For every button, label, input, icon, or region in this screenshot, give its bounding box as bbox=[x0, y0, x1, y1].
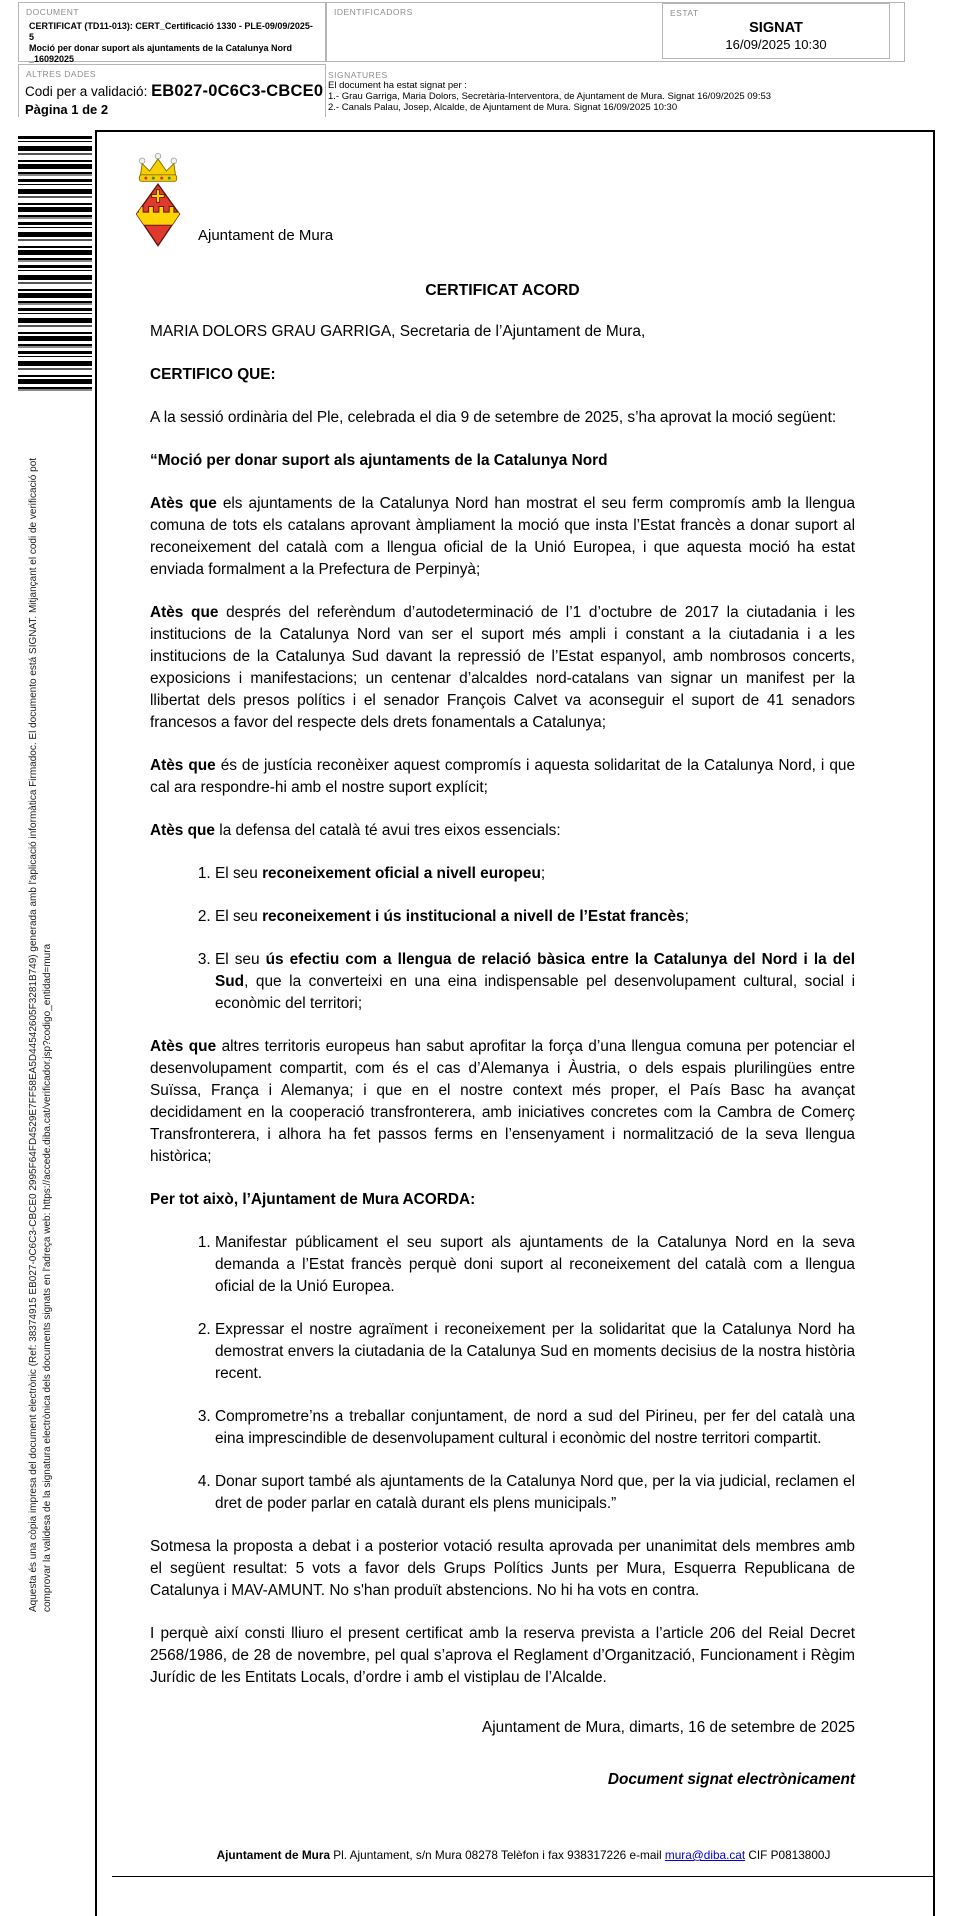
altres-dades-box bbox=[18, 64, 326, 117]
validation-code: EB027-0C6C3-CBCE0 bbox=[151, 82, 324, 100]
certificate-title: CERTIFICAT ACORD bbox=[425, 282, 580, 299]
footer-cif: CIF P0813800J bbox=[745, 1848, 831, 1862]
closing-paragraph: I perquè així consti lliuro el present certificat amb la reserva prevista a l’article 206 del Reial Decret 2568/1986, de 28 de novembre, pel qual s’aprova el Reglament d’Organització, Funcionament i Règim Jurídic de les Entitats Locals, d’ordre i amb el vistiplau de l’Alcalde. bbox=[150, 1625, 855, 1686]
signatures-box-label: SIGNATURES bbox=[328, 70, 388, 80]
list-item: 3. Comprometre’ns a treballar conjuntament, de nord a sud del Pirineu, per fer del català una eina imprescindible de desenvolupament cultural i econòmic del nostre territori compartit. bbox=[215, 1406, 855, 1450]
list-item: 4. Donar suport també als ajuntaments de la Catalunya Nord que, per la via judicial, reclamen el dret de poder parlar en català durant els plens municipals.” bbox=[215, 1471, 855, 1515]
estat-box bbox=[662, 3, 890, 59]
certificate-body bbox=[150, 282, 855, 1789]
identificadors-box-label: IDENTIFICADORS bbox=[334, 7, 413, 17]
ates-paragraph: Atès que els ajuntaments de la Catalunya Nord han mostrat el seu ferm compromís amb la llengua comuna de tots els catalans aprovant àmpliament la moció que insta l’Estat francès a donar suport al reconeixement del català com a llengua oficial de la Unió Europea, i que aquesta moció ha estat enviada formalment a la Prefectura de Perpinyà; bbox=[150, 495, 856, 578]
logo-row bbox=[130, 148, 855, 252]
essential-axes-list bbox=[150, 863, 855, 1015]
footer-address: Pl. Ajuntament, s/n Mura 08278 Telèfon i fax 938317226 e-mail bbox=[330, 1848, 665, 1862]
document-box-label: DOCUMENT bbox=[26, 7, 80, 17]
estat-box-label: ESTAT bbox=[670, 8, 699, 18]
document-line-3: _16092025 bbox=[29, 54, 75, 64]
footer-org-name: Ajuntament de Mura bbox=[216, 1848, 331, 1862]
signer-line: 1.- Grau Garriga, Maria Dolors, Secretària-Interventora, de Ajuntament de Mura. Signat 16/09/2025 09:53 bbox=[328, 91, 772, 102]
electronic-signature-note: Document signat electrònicament bbox=[607, 1771, 855, 1788]
barcode bbox=[18, 136, 92, 392]
ates-paragraph: Atès que altres territoris europeus han sabut aprofitar la força d’una llengua comuna per potenciar el desenvolupament compartit, com és el cas d’Alemanya i Àustria, o dels espais plurilingües entre Suïssa, França i Alemanya; i que en el nostre context més proper, el País Basc ha avançat decididament en la cooperació transfronterera, amb iniciatives concretes com la Cambra de Comerç Transfronterera, i alhora ha fet passos ferms en l’ensenyament i normalització de la seva llengua històrica; bbox=[150, 1038, 855, 1165]
secretary-line: MARIA DOLORS GRAU GARRIGA, Secretaria de l’Ajuntament de Mura, bbox=[150, 323, 646, 340]
acorda-heading: Per tot això, l’Ajuntament de Mura ACORDA: bbox=[150, 1191, 476, 1208]
altres-dades-box-label: ALTRES DADES bbox=[26, 69, 97, 79]
agreements-list bbox=[150, 1232, 855, 1515]
validation-code-line bbox=[19, 79, 325, 101]
page-footer bbox=[112, 1848, 935, 1862]
org-name: Ajuntament de Mura bbox=[198, 227, 334, 244]
list-item: 2. El seu reconeixement i ús institucional a nivell de l’Estat francès; bbox=[215, 906, 855, 928]
validation-label: Codi per a validació: bbox=[25, 84, 152, 99]
document-title-lines bbox=[19, 17, 325, 65]
result-paragraph: Sotmesa la proposta a debat i a posterior votació resulta aprovada per unanimitat dels membres amb el següent resultat: 5 vots a favor dels Grups Polítics Junts per Mura, Esquerra Republicana de Catalunya i MAV-AMUNT. No s'han produït abstencions. No hi ha vots en contra. bbox=[150, 1538, 855, 1599]
certify-heading: CERTIFICO QUE: bbox=[150, 366, 276, 383]
page-indicator: Pàgina 1 de 2 bbox=[25, 102, 109, 117]
status-datetime: 16/09/2025 10:30 bbox=[725, 37, 827, 52]
ates-paragraph: Atès que la defensa del català té avui tres eixos essencials: bbox=[150, 822, 561, 839]
signatures-intro: El document ha estat signat per : bbox=[328, 80, 467, 91]
verification-line-1: Aquesta és una còpia impresa del document electrònic (Ref: 38374915 EB027-0C6C3-CBCE0 2995F64FD4529E7FF58EA5D44542605F3281B749) generada amb l'aplicació informàtica Firmadoc. El documento está SIGNAT. Mitjançant el codi de verificació pot bbox=[28, 457, 39, 1612]
signatures-box bbox=[326, 68, 905, 114]
footer-email-link[interactable]: mura@diba.cat bbox=[664, 1848, 746, 1862]
document-line-1: CERTIFICAT (TD11-013): CERT_Certificació 1330 - PLE-09/09/2025-5 bbox=[29, 21, 313, 42]
list-item: 1. Manifestar públicament el seu suport als ajuntaments de la Catalunya Nord en la seva demanda a l’Estat francès perquè doni suport al reconeixement del català com a llengua oficial de la Unió Europea. bbox=[215, 1232, 855, 1298]
signer-line: 2.- Canals Palau, Josep, Alcalde, de Ajuntament de Mura. Signat 16/09/2025 10:30 bbox=[328, 102, 678, 113]
motion-title: “Moció per donar suport als ajuntaments de la Catalunya Nord bbox=[150, 452, 608, 469]
session-paragraph: A la sessió ordinària del Ple, celebrada el dia 9 de setembre de 2025, s’ha aprovat la moció següent: bbox=[150, 409, 837, 426]
document-box bbox=[18, 2, 326, 62]
list-item: 1. El seu reconeixement oficial a nivell europeu; bbox=[215, 863, 855, 885]
ates-paragraph: Atès que després del referèndum d’autodeterminació de l’1 d’octubre de 2017 la ciutadania i les institucions de la Catalunya Nord van ser el suport més ampli i constant a la ciutadania i a les institucions de la Catalunya Sud davant la repressió de l’Estat espanyol, amb nombrosos concerts, exposicions i manifestacions; un centenar d’alcaldes nord-catalans van signar un manifest per la llibertat dels presos polítics i el senador François Calvet va aconseguir el suport de 41 senadors francesos a favor del respecte dels drets fonamentals a Catalunya; bbox=[150, 604, 855, 731]
document-line-2: Moció per donar suport als ajuntaments de la Catalunya Nord bbox=[29, 43, 293, 53]
verification-line-2: comprovar la validesa de la signatura electrònica dels documents signats en l'adreça web: https://accede.diba.cat/verificador.jsp?codigo_entidad=mura bbox=[41, 943, 53, 1612]
mura-coat-of-arms-icon bbox=[130, 148, 186, 252]
status-badge: SIGNAT bbox=[749, 20, 803, 36]
list-item: 3. El seu ús efectiu com a llengua de relació bàsica entre la Catalunya del Nord i la del Sud, que la converteixi en una eina indispensable pel desenvolupament cultural, social i econòmic del territori; bbox=[215, 949, 855, 1015]
verification-margin-text bbox=[27, 390, 54, 1612]
date-line: Ajuntament de Mura, dimarts, 16 de setembre de 2025 bbox=[481, 1719, 855, 1736]
footer-divider bbox=[112, 1876, 935, 1877]
ates-paragraph: Atès que és de justícia reconèixer aquest compromís i aquesta solidaritat de la Catalunya Nord, i que cal ara respondre-hi amb el nostre suport explícit; bbox=[150, 757, 855, 796]
document-frame bbox=[95, 130, 935, 1916]
list-item: 2. Expressar el nostre agraïment i reconeixement per la solidaritat que la Catalunya Nord ha demostrat envers la ciutadania de la Catalunya Sud en moments decisius de la nostra història recent. bbox=[215, 1319, 855, 1385]
